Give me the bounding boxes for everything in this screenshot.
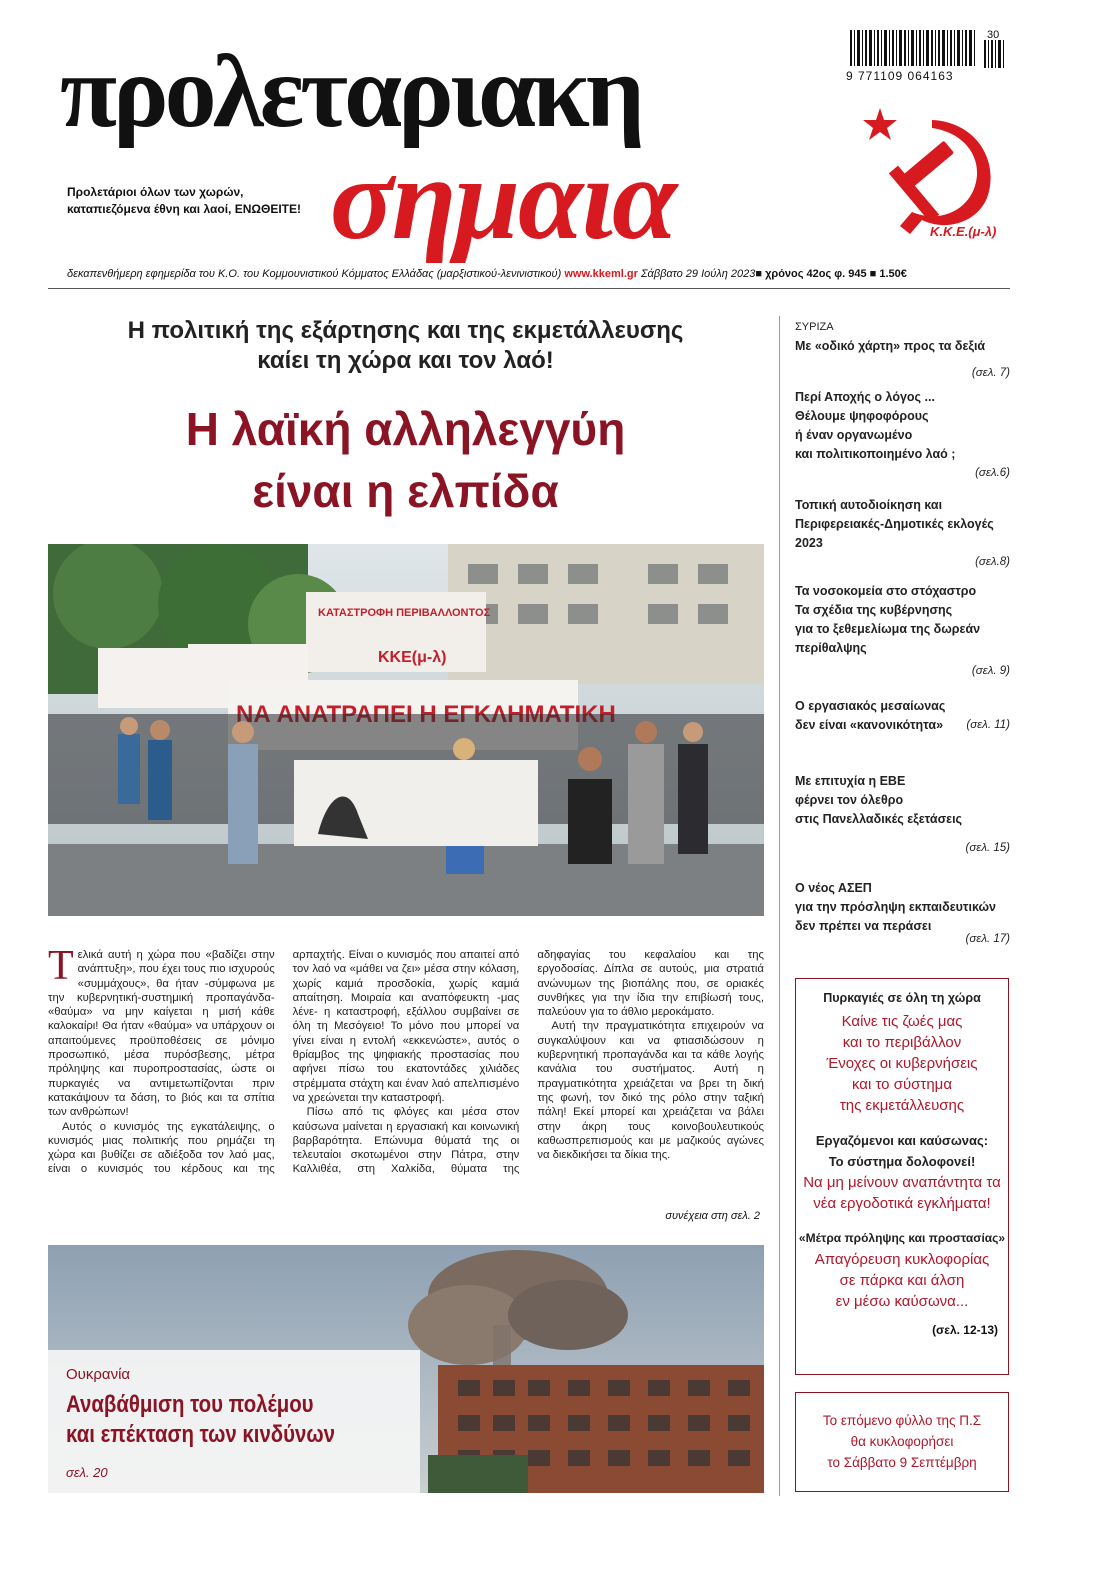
sidebar-page-ref: (σελ.8) — [975, 556, 1010, 568]
sidebar-line: Τα νοσοκομεία στο στόχαστρο — [795, 584, 977, 598]
box-red-line: εν μέσω καύσωνα... — [835, 1293, 969, 1310]
masthead-info-line: δεκαπενθήμερη εφημερίδα του Κ.Ο. του Κομμουνιστικού Κόμματος Ελλάδας (μαρξιστικού-λενινιστικού) www.kkeml.gr Σάββατο 29 Ιούλη 2023■ χρόνος 42ος φ. 945 ■ 1.50€ — [67, 268, 907, 280]
article-paragraph: Πίσω από τις φλόγες και μέσα στον καύσωνα μαίνεται η εργασιακή και κοινωνική βαρβαρότητα. Επώνυμα θύματά της οι τελευταίοι σκοτωμένοι στην Πάτρα, στην Καλλιθέα, στη Χαλκίδα, θύματα της αδηφαγίας του κεφαλαίου και της εργοδοσίας. Δίπλα σε αυτούς, μια στρατιά ανώνυμων της βιοπάλης που, σε οριακές συνθήκες για την ίδια την επιβίωσή τους, παλεύουν για το άθλιο μεροκάματο. — [292, 949, 764, 1176]
sidebar-line: Τοπική αυτοδιοίκηση και — [795, 498, 943, 512]
sidebar-page-ref: (σελ. 15) — [965, 842, 1010, 854]
box-page-ref: (σελ. 12-13) — [932, 1323, 998, 1337]
box-red-line: Καίνε τις ζωές μας — [841, 1013, 963, 1030]
sidebar-line: Τα σχέδια της κυβέρνησης — [795, 603, 953, 617]
ukraine-headline[interactable] — [66, 1390, 364, 1450]
sidebar-item[interactable] — [795, 388, 1010, 483]
slogan-line: Προλετάριοι όλων των χωρών, — [67, 185, 244, 199]
masthead-title-top: προλεταριακη — [60, 34, 641, 149]
svg-text:ΚΑΤΑΣΤΡΟΦΗ ΠΕΡΙΒΑΛΛΟΝΤΟΣ: ΚΑΤΑΣΤΡΟΦΗ ΠΕΡΙΒΑΛΛΟΝΤΟΣ — [318, 607, 491, 619]
hammer-sickle-emblem-icon — [852, 100, 1002, 240]
sidebar-page-ref: (σελ. 9) — [971, 665, 1010, 677]
sidebar-line: Ο νέος ΑΣΕΠ — [795, 881, 872, 895]
sidebar-line: φέρνει τον όλεθρο — [795, 793, 904, 807]
sidebar-item[interactable] — [795, 772, 1010, 858]
article-paragraph: Αυτή την πραγματικότητα επιχειρούν να συγκαλύψουν και να φτιασιδώσουν η κυβερνητική προπαγάνδα και τα κάθε λογής κανάλια του συστήματος. Αυτή η πραγματικότητα χρειάζεται να βρει τη δική της φωνή, τον δικό της ρόλο στην ταξική πάλη! Εκεί μπορεί και χρειάζεται να βάλει στην άκρη τους κοινοβουλευτικούς καθωσπρεπισμούς και με μαζικούς αγώνες να διεκδικήσει τα δίκια της. — [537, 1020, 764, 1162]
continued-link[interactable]: συνέχεια στη σελ. 2 — [665, 1210, 760, 1222]
protest-photo-illustration — [48, 544, 764, 916]
masthead-description: δεκαπενθήμερη εφημερίδα του Κ.Ο. του Κομμουνιστικού Κόμματος Ελλάδας (μαρξιστικού-λενινιστικού) — [67, 268, 562, 280]
sidebar-line: στις Πανελλαδικές εξετάσεις — [795, 812, 963, 826]
box-red-line: Ένοχες οι κυβερνήσεις — [826, 1055, 978, 1072]
sidebar-line: Με επιτυχία η ΕΒΕ — [795, 774, 906, 788]
box-red-line: Απαγόρευση κυκλοφορίας — [814, 1251, 990, 1268]
ukraine-headline-line: και επέκταση των κινδύνων — [66, 1421, 335, 1448]
sidebar-page-ref: (σελ. 17) — [965, 933, 1010, 945]
sidebar-item[interactable] — [795, 697, 1010, 735]
issue-number: χρόνος 42ος φ. 945 — [765, 268, 867, 280]
sidebar-line: για το ξεθεμελίωμα της δωρεάν — [795, 622, 981, 636]
subheadline-line: Η πολιτική της εξάρτησης και της εκμετάλλευσης — [127, 317, 684, 344]
issue-date: Σάββατο 29 Ιούλη 2023 — [640, 268, 756, 280]
fires-feature-box[interactable] — [795, 978, 1009, 1375]
ukraine-page-ref: σελ. 20 — [66, 1465, 108, 1480]
next-issue-line: Το επόμενο φύλλο της Π.Σ — [822, 1413, 982, 1428]
emblem-label: Κ.Κ.Ε.(μ-λ) — [930, 224, 997, 239]
sidebar-item[interactable] — [795, 496, 1010, 572]
box-red-line: νέα εργοδοτικά εγκλήματα! — [813, 1195, 991, 1212]
sidebar-line: για την πρόσληψη εκπαιδευτικών — [795, 900, 997, 914]
sidebar-page-ref: (σελ. 11) — [966, 719, 1010, 731]
headline-line: Η λαϊκή αλληλεγγύη — [185, 403, 626, 455]
sidebar-item[interactable] — [795, 318, 1010, 383]
website-link[interactable]: www.kkeml.gr — [564, 268, 638, 280]
masthead-slogan — [67, 184, 337, 218]
box-red-line: και το περιβάλλον — [842, 1034, 962, 1051]
banner-party: ΚΚΕ(μ-λ) — [378, 649, 447, 666]
box-red-line: Να μη μείνουν αναπάντητα τα — [803, 1174, 1001, 1191]
sidebar-line: ή έναν οργανωμένο — [795, 428, 913, 442]
issue-corner-number: 30 — [987, 29, 1000, 41]
sidebar-line: 2023 — [795, 536, 823, 550]
sidebar-line: δεν πρέπει να περάσει — [795, 919, 932, 933]
lead-subheadline — [48, 316, 763, 376]
dropcap: Τ — [48, 943, 74, 989]
sidebar-item[interactable] — [795, 582, 1010, 681]
issn-number: 9 771109 064163 — [846, 69, 954, 83]
sidebar-line: Περιφερειακές-Δημοτικές εκλογές — [795, 517, 994, 531]
subheadline-line: καίει τη χώρα και τον λαό! — [257, 347, 554, 374]
sidebar-line: Θέλουμε ψηφοφόρους — [795, 409, 929, 423]
masthead-title-red: σημαια — [330, 133, 676, 264]
sidebar-line: περίθαλψης — [795, 641, 867, 655]
ukraine-headline-line: Αναβάθμιση του πολέμου — [66, 1391, 314, 1418]
next-issue-box — [795, 1392, 1009, 1492]
article-paragraph — [48, 943, 275, 1120]
box-red-line: σε πάρκα και άλση — [839, 1272, 965, 1289]
article-paragraph-text: ελικά αυτή η χώρα που «βαδίζει στην ανάπτυξη», που έχει τους πιο ισχυρούς «συμμάχους», θα ήταν -σύμφωνα με την κυβερνητική-συστημική προπαγάνδα- «θαύμα» να μην καίγεται η μισή κάθε καλοκαίρι! Θα ήταν «θαύμα» να υπάρχουν οι απαιτούμενες προϋποθέσεις σε μόνιμο προσωπικό, μέσα πυρόσβεσης, μέτρα πρόληψης και πυροπροστασίας, ώστε οι πυρκαγιές να αντιμετωπίζονται πριν κατακάψουν τα δάση, το βιός και τα σπίτια των ανθρώπων! — [48, 949, 275, 1119]
sidebar-line: Με «οδικό χάρτη» προς τα δεξιά — [795, 339, 986, 353]
sidebar-item[interactable] — [795, 879, 1010, 949]
sidebar-page-ref: (σελ. 7) — [971, 367, 1010, 379]
box-heading: Εργαζόμενοι και καύσωνας: — [815, 1133, 989, 1148]
next-issue-line: θα κυκλοφορήσει — [850, 1434, 954, 1449]
sidebar-divider — [779, 316, 780, 1496]
box-red-line: και το σύστημα — [851, 1076, 952, 1093]
box-heading: «Μέτρα πρόληψης και προστασίας» — [798, 1231, 1006, 1245]
box-heading: Πυρκαγιές σε όλη τη χώρα — [823, 991, 981, 1005]
article-paragraph: Αυτός ο κυνισμός της εγκατάλειψης, ο κυνισμός μιας πολιτικής που ρημάζει τη χώρα και βυθίζει σε αδιέξοδα τον λαό μας, είναι ο κυνισμός του κέρδους και της αρπαχτής. Είναι ο κυνισμός που απαιτεί από τον λαό να «μάθει να ζει» μέσα στην κόλαση, χωρίς καμιά προσδοκία, χωρίς καμιά απαίτηση. Μοιραία και αναπόφευκτη -μας λένε- η καταστροφή, εξάλλου συμβαίνει σε όλη τη Μεσόγειο! Το μόνο που μπορεί να γίνει είναι η εντολή «εκκενώστε», αυτός ο θρίαμβος της ψηφιακής προστασίας που αφήνει πίσω του εκατοντάδες χιλιάδες στρέμματα στάχτη και έναν λαό απελπισμένο να χρεώνεται την καταστροφή. — [48, 949, 520, 1176]
lead-headline — [48, 398, 763, 522]
sidebar-line: Ο εργασιακός μεσαίωνας — [795, 699, 946, 713]
ukraine-kicker: Ουκρανία — [66, 1366, 131, 1383]
slogan-line: καταπιεζόμενα έθνη και λαοί, ΕΝΩΘΕΙΤΕ! — [67, 202, 301, 216]
sidebar-page-ref: (σελ.6) — [975, 467, 1010, 479]
issue-price: 1.50€ — [879, 268, 907, 280]
sidebar-line: Περί Αποχής ο λόγος ... — [795, 390, 935, 404]
next-issue-line: το Σάββατο 9 Σεπτέμβρη — [827, 1455, 977, 1470]
box-red-line: της εκμετάλλευσης — [839, 1097, 965, 1114]
sidebar-line: δεν είναι «κανονικότητα» — [795, 718, 944, 732]
sidebar-line: και πολιτικοποιημένο λαό ; — [795, 447, 956, 461]
protest-photo — [48, 544, 764, 916]
lead-article-body — [48, 943, 764, 1177]
masthead-divider — [48, 288, 1010, 289]
headline-line: είναι η ελπίδα — [252, 465, 559, 517]
sidebar-kicker: ΣΥΡΙΖΑ — [795, 321, 834, 333]
box-heading: Το σύστημα δολοφονεί! — [828, 1154, 976, 1169]
